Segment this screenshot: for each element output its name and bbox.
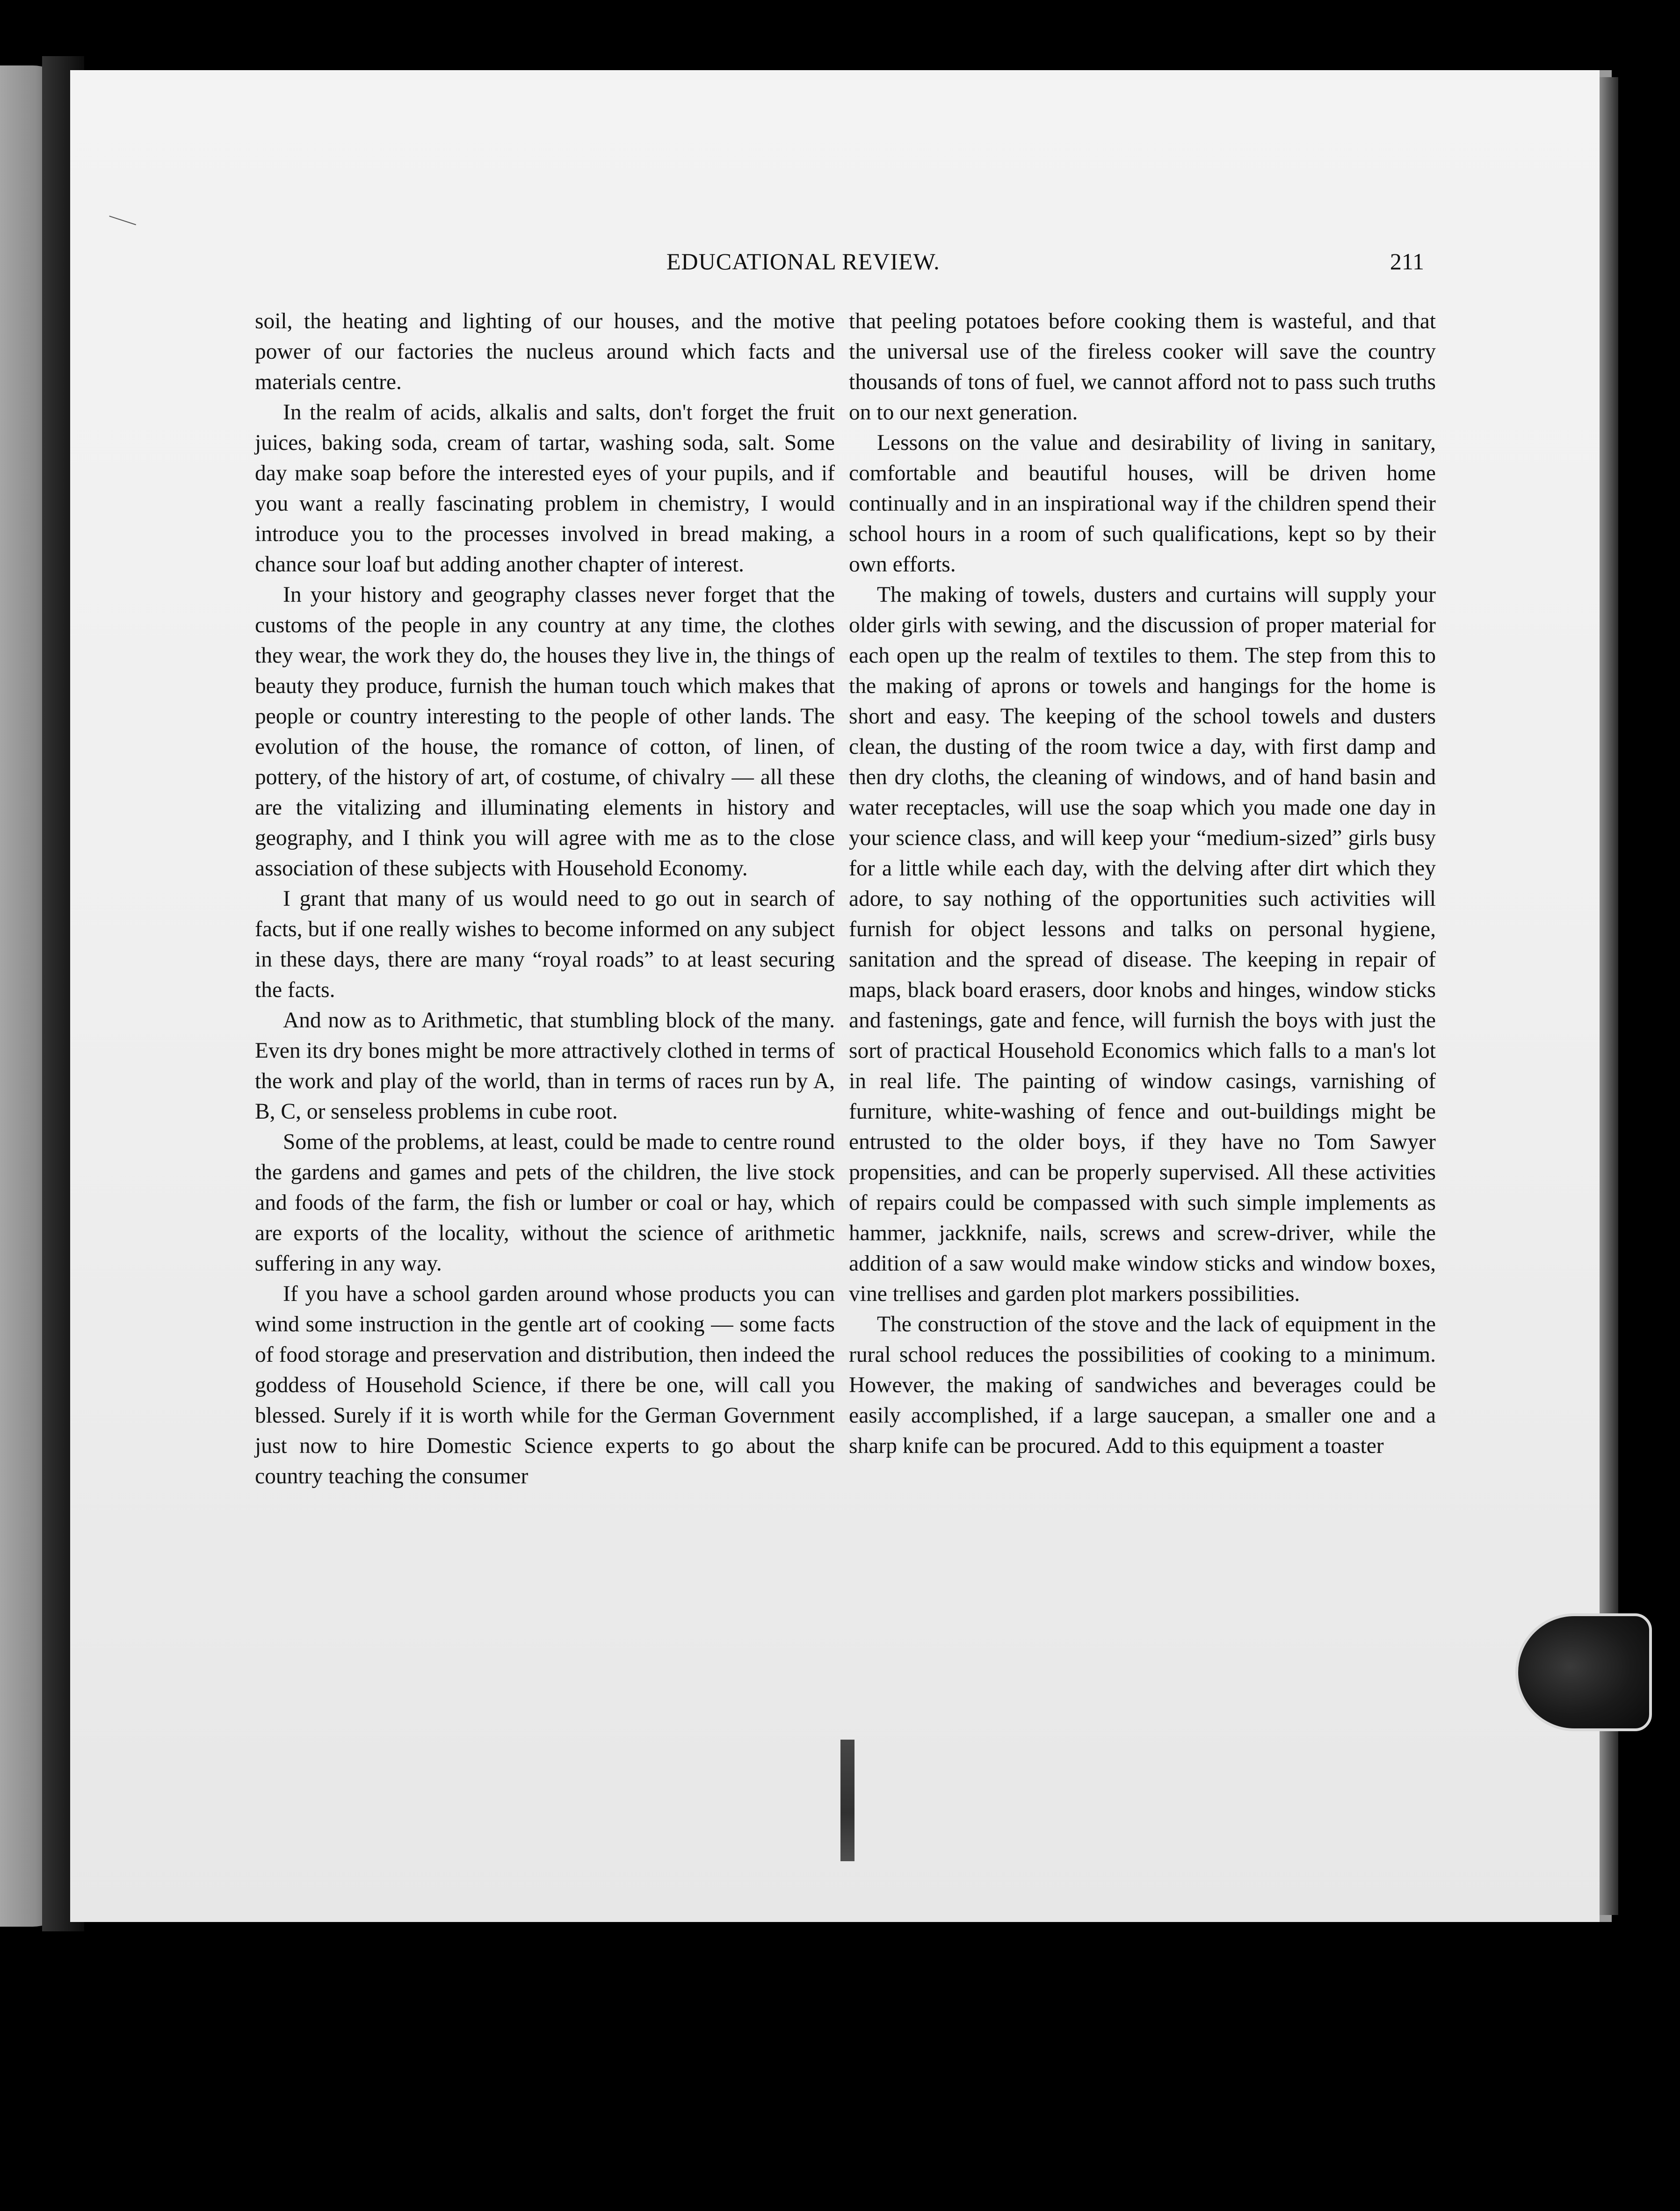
paragraph: In the realm of acids, alkalis and salts, don't forget the fruit juices, baking soda, cream of tartar, washing soda, salt. Some day make soap before the interested eyes of your pupils, and if you want a really fascinating problem in chemistry, I would introduce you to the processes involved in bread making, a chance sour loaf but adding another chapter of interest.: [255, 400, 835, 577]
paragraph: And now as to Arithmetic, that stumbling block of the many. Even its dry bones might be more attractively clothed in terms of the work and play of the world, than in terms of races run by A, B, C, or senseless problems in cube root.: [255, 1008, 835, 1124]
page-number: 211: [1390, 248, 1424, 275]
left-text-column: [255, 306, 835, 1492]
paragraph: If you have a school garden around whose products you can wind some instruction in the gentle art of cooking — some facts of food storage and preservation and distribution, then indeed the goddess of Household Science, if there be one, will call you blessed. Surely if it is worth while for the German Government just now to hire Domestic Science experts to go about the country teaching the consumer: [255, 1282, 835, 1488]
paragraph: Some of the problems, at least, could be made to centre round the gardens and games and pets of the children, the live stock and foods of the farm, the fish or lumber or coal or hay, which are exports of the locality, without the science of arithmetic suffering in any way.: [255, 1130, 835, 1276]
paragraph: soil, the heating and lighting of our houses, and the motive power of our factories the nucleus around which facts and materials centre.: [255, 309, 835, 394]
right-text-column: [849, 306, 1436, 1461]
paragraph: I grant that many of us would need to go out in search of facts, but if one really wishes to become informed on any subject in these days, there are many “royal roads” to at least securing the facts.: [255, 887, 835, 1002]
page-clip: [1515, 1613, 1652, 1731]
paragraph: that peeling potatoes before cooking them is wasteful, and that the universal use of the fireless cooker will save the country thousands of tons of fuel, we cannot afford not to pass such truths on to our next generation.: [849, 309, 1436, 425]
ink-smudge: [840, 1740, 854, 1861]
journal-title: EDUCATIONAL REVIEW.: [666, 248, 940, 275]
paragraph: The construction of the stove and the lack of equipment in the rural school reduces the possibilities of cooking to a minimum. However, the making of sandwiches and beverages could be easily accomplished, if a large saucepan, a smaller one and a sharp knife can be procured. Add to this equipment a toaster: [849, 1312, 1436, 1458]
paragraph: Lessons on the value and desirability of living in sanitary, comfortable and beautiful houses, will be driven home continually and in an inspirational way if the children spend their school hours in a room of such qualifications, kept so by their own efforts.: [849, 431, 1436, 577]
paragraph: In your history and geography classes never forget that the customs of the people in any country at any time, the clothes they wear, the work they do, the houses they live in, the things of beauty they produce, furnish the human touch which makes that people or country interesting to the people of other lands. The evolution of the house, the romance of cotton, of linen, of pottery, of the history of art, of costume, of chivalry — all these are the vitalizing and illuminating elements in history and geography, and I think you will agree with me as to the close association of these subjects with Household Economy.: [255, 583, 835, 881]
paragraph: The making of towels, dusters and curtains will supply your older girls with sewing, and the discussion of proper material for each open up the realm of textiles to them. The step from this to the making of aprons or towels and hangings for the home is short and easy. The keeping of the school towels and dusters clean, the dusting of the room twice a day, with first damp and then dry cloths, the cleaning of windows, and of hand basin and water receptacles, will use the soap which you made one day in your science class, and will keep your “medium-sized” girls busy for a little while each day, with the delving after dirt which they adore, to say nothing of the opportunities such activities will furnish for object lessons and talks on personal hygiene, sanitation and the spread of disease. The keeping in repair of maps, black board erasers, door knobs and hinges, window sticks and fastenings, gate and fence, will furnish the boys with just the sort of practical Household Economics which falls to a man's lot in real life. The painting of window casings, varnishing of furniture, white-washing of fence and out-buildings might be entrusted to the older boys, if they have no Tom Sawyer propensities, and can be properly supervised. All these activities of repairs could be compassed with such simple implements as hammer, jackknife, nails, screws and screw-driver, while the addition of a saw would make window sticks and window boxes, vine trellises and garden plot markers possibilities.: [849, 583, 1436, 1306]
running-header: [255, 248, 1424, 281]
